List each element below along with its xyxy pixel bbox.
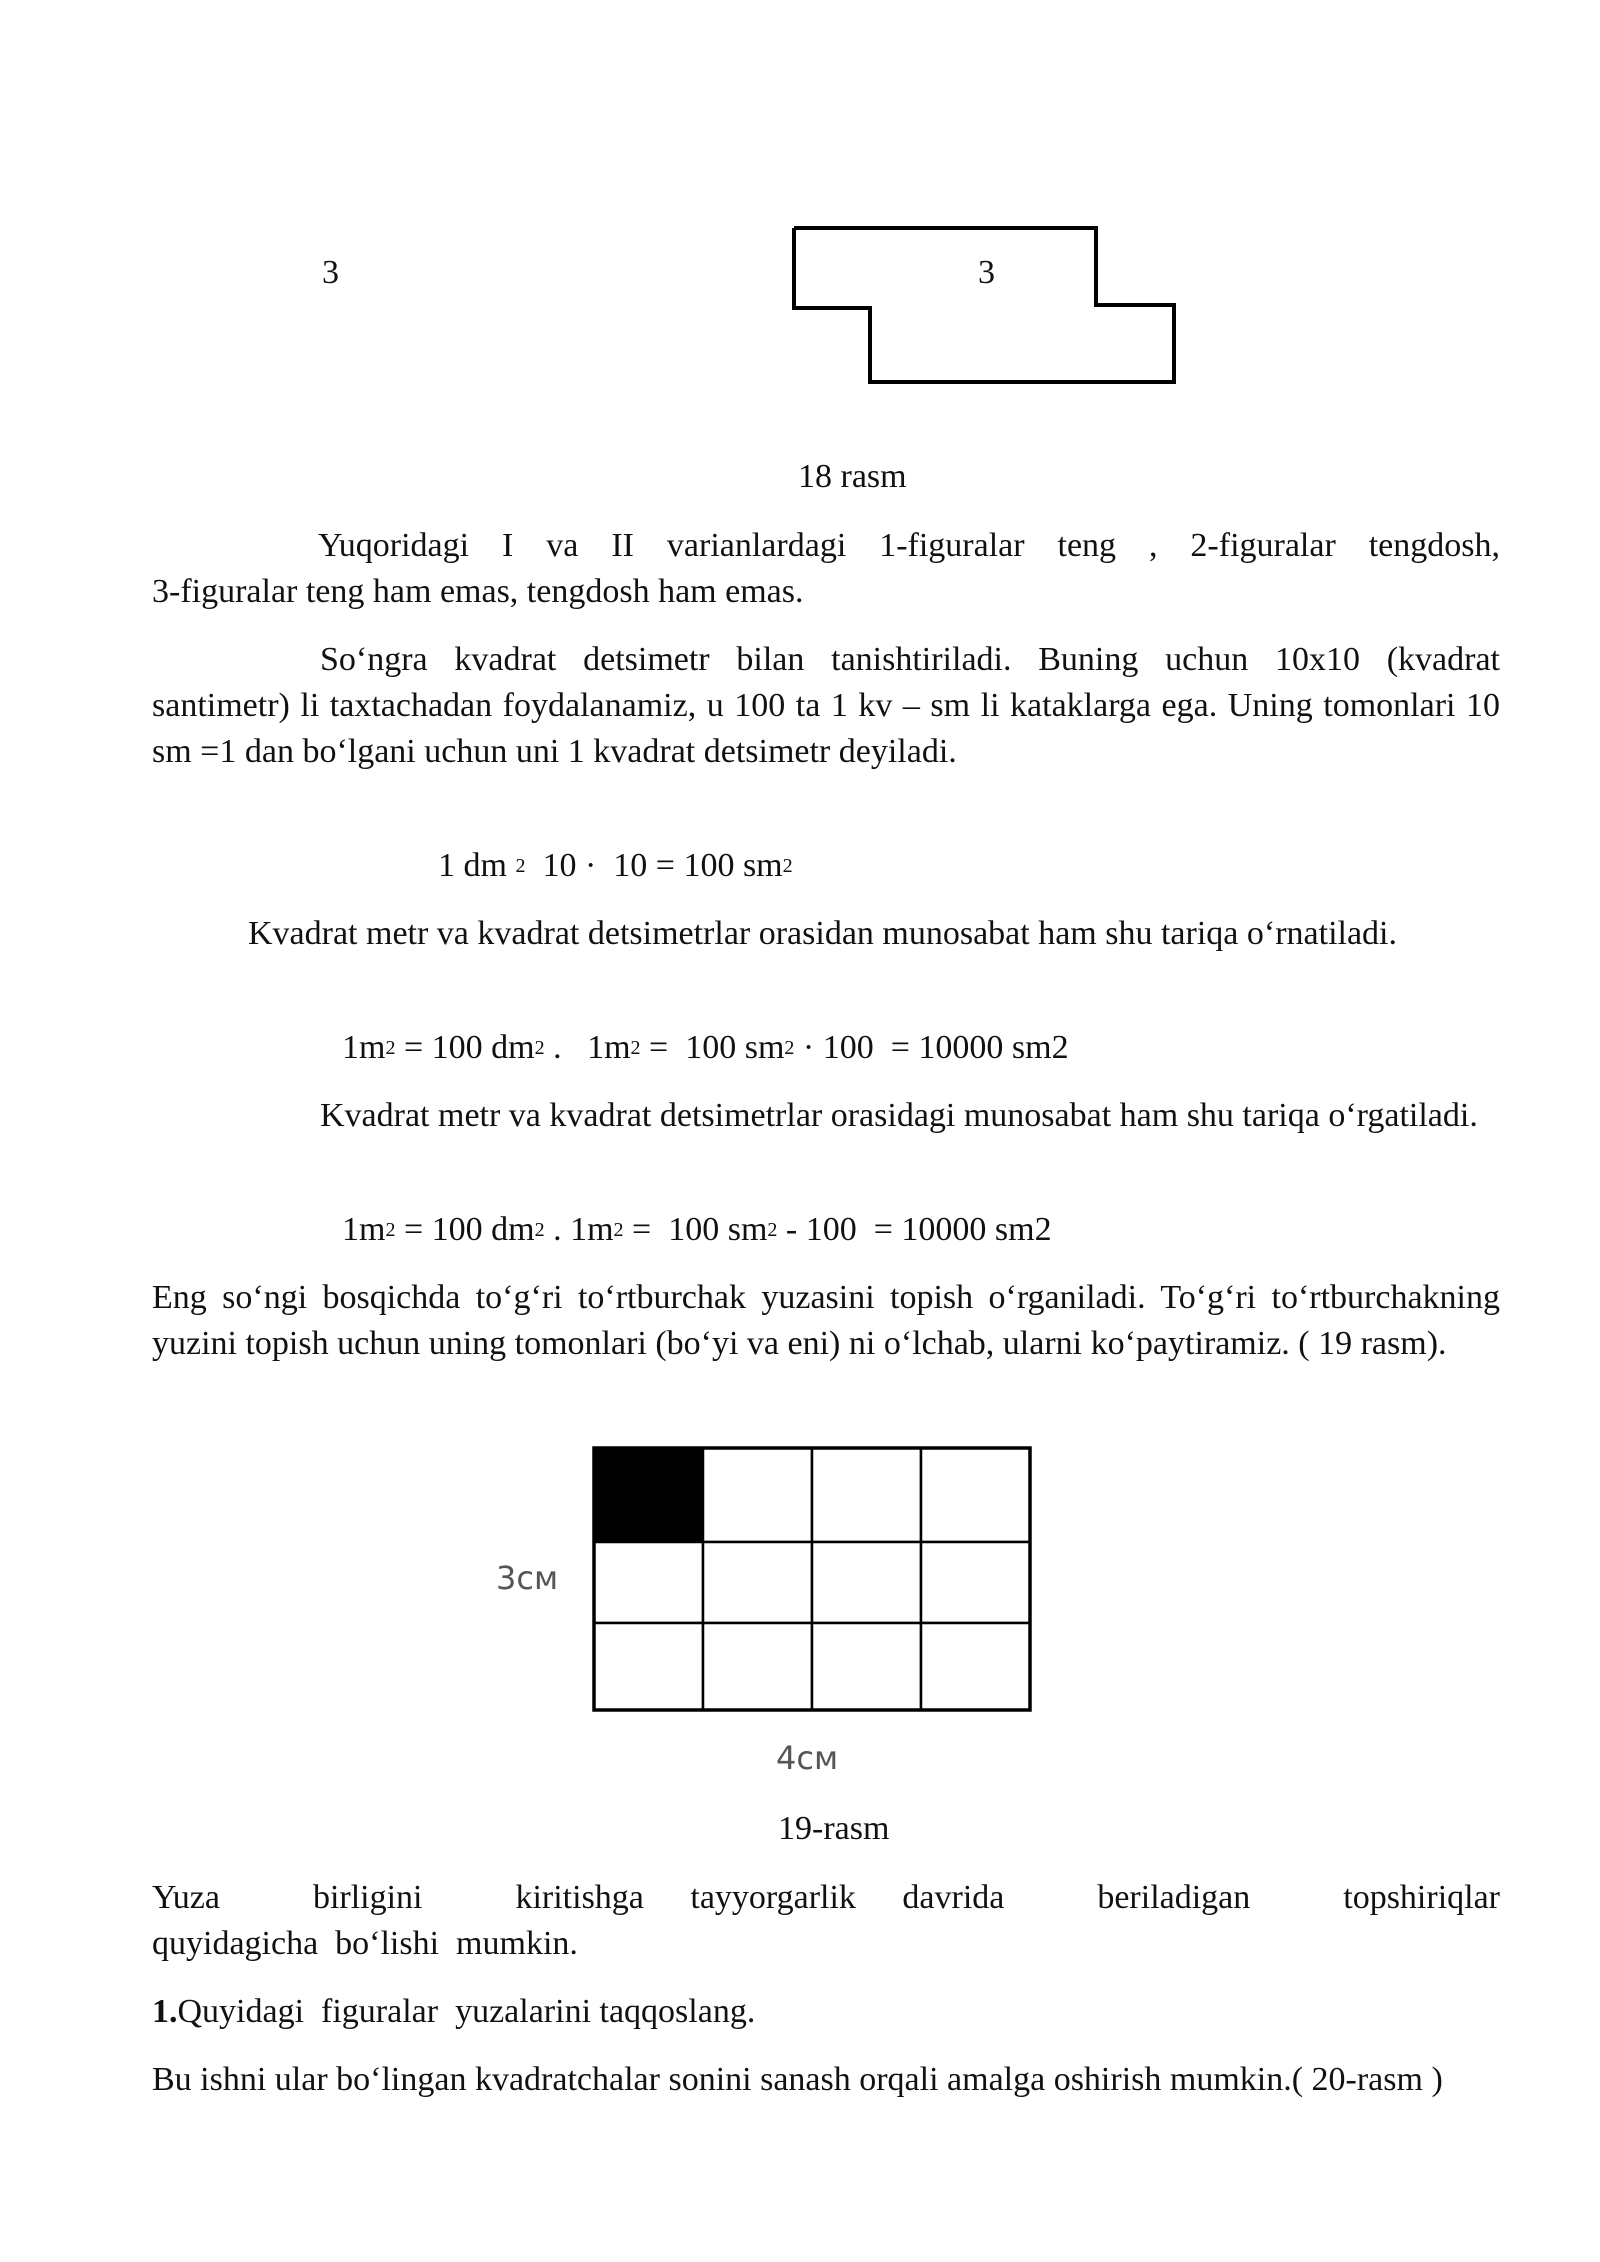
paragraph-6-line-2: quyidagicha bo‘lishi mumkin. [152,1925,578,1962]
paragraph-4: Kvadrat metr va kvadrat detsimetrlar orasidagi munosabat ham shu tariqa o‘rgatiladi. [320,1097,1478,1134]
grid-cell-filled [594,1448,703,1542]
task-1-number: 1. [152,1993,178,2030]
task-1 [152,1989,755,2035]
paragraph-8: Bu ishni ular bo‘lingan kvadratchalar sonini sanash orqali amalga oshirish mumkin.( 20-rasm ) [152,2061,1443,2098]
figure-19-bottom-label: 4см [776,1739,839,1777]
grid-cell [594,1542,703,1623]
grid-cell [703,1542,812,1623]
figure-19-caption: 19-rasm [778,1810,890,1847]
figure-18-shape-label: 3 [978,254,995,291]
grid-cell [921,1542,1030,1623]
grid-cell [812,1623,921,1710]
figure-19-grid [592,1446,1032,1712]
grid-cell [812,1448,921,1542]
paragraph-3: Kvadrat metr va kvadrat detsimetrlar orasidan munosabat ham shu tariqa o‘rnatiladi. [248,915,1397,952]
grid-cell [921,1448,1030,1542]
figure-18-shape [0,0,1600,420]
formula-dm2: 1 dm $^2$ 10 · 10 = 100 $sm^2$ [438,847,793,884]
figure-18-caption: 18 rasm [798,458,907,495]
figure-19-side-label: 3см [496,1559,559,1597]
formula-m2-first: $1m^2 = 100$ $dm^2$ . $1m^2 = 100$ $sm^2 \cdot 100 = 10000$ sm2 [342,1029,1069,1066]
paragraph-6-line-1: Yuza birligini kiritishga tayyorgarlik davrida beriladigan topshiriqlar [152,1879,1500,1916]
grid-cell [921,1623,1030,1710]
grid-cell [812,1542,921,1623]
grid-cell [703,1623,812,1710]
task-1-text: Quyidagi figuralar yuzalarini taqqoslang. [177,1993,756,2030]
formula-m2-second: $1m^2 = 100$ $dm^2$ . $1m^2 = 100$ $sm^2 - 100 = 10000$ sm2 [342,1211,1052,1248]
grid-cell [594,1623,703,1710]
figure-18-left-label: 3 [322,254,339,291]
paragraph-1-line-2: 3-figuralar teng ham emas, tengdosh ham emas. [152,573,804,610]
paragraph-1-line-1: Yuqoridagi I va II varianlardagi 1-figuralar teng , 2-figuralar tengdosh, [318,527,1500,564]
paragraph-2: So‘ngra kvadrat detsimetr bilan tanishtiriladi. Buning uchun 10x10 (kvadrat santimetr) li taxtachadan foydalanamiz, u 100 ta 1 kv – sm li kataklarga ega. Uning tomonlari 10 sm =1 dan bo‘lgani uchun uni 1 kvadrat detsimetr deyiladi. [152,641,1500,770]
grid-cell [703,1448,812,1542]
paragraph-5: Eng so‘ngi bosqichda to‘g‘ri to‘rtburchak yuzasini topish o‘rganiladi. To‘g‘ri to‘rtburchakning yuzini topish uchun uning tomonlari (bo‘yi va eni) ni o‘lchab, ularni ko‘paytiramiz. ( 19 rasm). [152,1279,1500,1362]
